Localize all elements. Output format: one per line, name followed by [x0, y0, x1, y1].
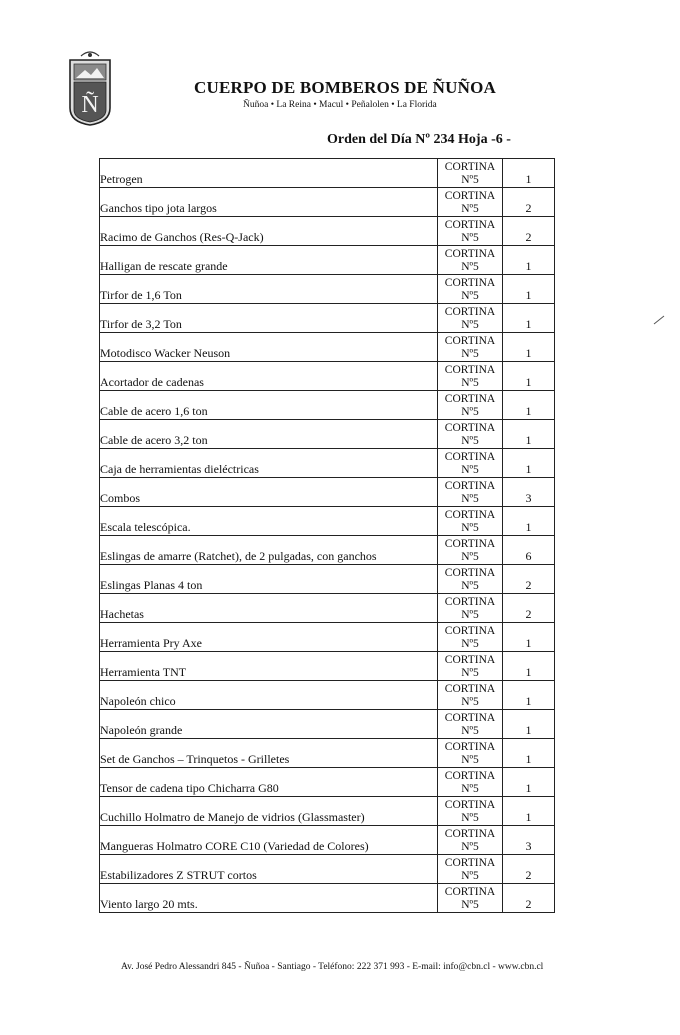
location-label: CORTINA: [444, 451, 496, 463]
location-number: Nº5: [461, 551, 479, 563]
location-cell: [438, 275, 503, 304]
item-quantity: 1: [503, 246, 555, 275]
location-number: Nº5: [461, 667, 479, 679]
item-quantity: 2: [503, 884, 555, 913]
location-cell: [438, 594, 503, 623]
item-name: Cable de acero 1,6 ton: [100, 391, 438, 420]
location-number: Nº5: [461, 870, 479, 882]
location-number: Nº5: [461, 290, 479, 302]
item-quantity: 6: [503, 536, 555, 565]
location-cell: [438, 681, 503, 710]
item-name: Escala telescópica.: [100, 507, 438, 536]
item-quantity: 1: [503, 739, 555, 768]
location-label: CORTINA: [444, 161, 496, 173]
location-number: Nº5: [461, 899, 479, 911]
item-name: Estabilizadores Z STRUT cortos: [100, 855, 438, 884]
table-row: [100, 884, 555, 913]
item-name: Herramienta TNT: [100, 652, 438, 681]
item-quantity: 1: [503, 507, 555, 536]
organization-communes: Ñuñoa • La Reina • Macul • Peñalolen • La Florida: [243, 100, 437, 110]
location-label: CORTINA: [444, 712, 496, 724]
item-name: Herramienta Pry Axe: [100, 623, 438, 652]
item-name: Eslingas Planas 4 ton: [100, 565, 438, 594]
location-label: CORTINA: [444, 828, 496, 840]
location-number: Nº5: [461, 406, 479, 418]
table-row: [100, 507, 555, 536]
table-row: [100, 217, 555, 246]
item-quantity: 2: [503, 855, 555, 884]
location-number: Nº5: [461, 464, 479, 476]
location-number: Nº5: [461, 261, 479, 273]
item-quantity: 1: [503, 449, 555, 478]
location-cell: [438, 478, 503, 507]
location-label: CORTINA: [444, 683, 496, 695]
location-cell: [438, 652, 503, 681]
location-cell: [438, 391, 503, 420]
item-quantity: 1: [503, 275, 555, 304]
location-label: CORTINA: [444, 741, 496, 753]
item-quantity: 1: [503, 304, 555, 333]
location-cell: [438, 188, 503, 217]
item-name: Tensor de cadena tipo Chicharra G80: [100, 768, 438, 797]
table-row: [100, 739, 555, 768]
location-number: Nº5: [461, 377, 479, 389]
item-quantity: 2: [503, 188, 555, 217]
location-label: CORTINA: [444, 480, 496, 492]
item-quantity: 1: [503, 681, 555, 710]
item-quantity: 1: [503, 710, 555, 739]
location-number: Nº5: [461, 348, 479, 360]
item-name: Acortador de cadenas: [100, 362, 438, 391]
item-name: Ganchos tipo jota largos: [100, 188, 438, 217]
location-number: Nº5: [461, 203, 479, 215]
table-row: [100, 188, 555, 217]
equipment-table: [99, 158, 555, 913]
item-name: Napoleón chico: [100, 681, 438, 710]
location-number: Nº5: [461, 783, 479, 795]
item-quantity: 1: [503, 391, 555, 420]
table-row: [100, 681, 555, 710]
item-quantity: 1: [503, 623, 555, 652]
item-quantity: 1: [503, 797, 555, 826]
item-name: Racimo de Ganchos (Res-Q-Jack): [100, 217, 438, 246]
location-label: CORTINA: [444, 886, 496, 898]
table-row: [100, 797, 555, 826]
table-row: [100, 768, 555, 797]
location-number: Nº5: [461, 812, 479, 824]
location-cell: [438, 565, 503, 594]
item-name: Viento largo 20 mts.: [100, 884, 438, 913]
table-row: [100, 391, 555, 420]
item-name: Motodisco Wacker Neuson: [100, 333, 438, 362]
location-cell: [438, 797, 503, 826]
location-label: CORTINA: [444, 422, 496, 434]
item-name: Eslingas de amarre (Ratchet), de 2 pulgadas, con ganchos: [100, 536, 438, 565]
location-number: Nº5: [461, 522, 479, 534]
table-row: [100, 855, 555, 884]
location-cell: [438, 246, 503, 275]
item-name: Caja de herramientas dieléctricas: [100, 449, 438, 478]
location-cell: [438, 855, 503, 884]
table-row: [100, 420, 555, 449]
location-cell: [438, 507, 503, 536]
location-number: Nº5: [461, 174, 479, 186]
location-label: CORTINA: [444, 770, 496, 782]
table-row: [100, 304, 555, 333]
item-name: Cuchillo Holmatro de Manejo de vidrios (Glassmaster): [100, 797, 438, 826]
item-quantity: 3: [503, 478, 555, 507]
table-row: [100, 565, 555, 594]
table-row: [100, 710, 555, 739]
location-label: CORTINA: [444, 306, 496, 318]
location-label: CORTINA: [444, 509, 496, 521]
location-cell: [438, 304, 503, 333]
location-label: CORTINA: [444, 654, 496, 666]
scan-mark: [652, 312, 666, 326]
location-cell: [438, 884, 503, 913]
location-cell: [438, 333, 503, 362]
table-row: [100, 536, 555, 565]
table-row: [100, 449, 555, 478]
table-row: [100, 826, 555, 855]
table-row: [100, 246, 555, 275]
item-name: Tirfor de 1,6 Ton: [100, 275, 438, 304]
location-cell: [438, 623, 503, 652]
location-label: CORTINA: [444, 625, 496, 637]
location-cell: [438, 420, 503, 449]
item-name: Napoleón grande: [100, 710, 438, 739]
location-number: Nº5: [461, 580, 479, 592]
item-quantity: 2: [503, 217, 555, 246]
location-number: Nº5: [461, 638, 479, 650]
location-number: Nº5: [461, 841, 479, 853]
table-row: [100, 362, 555, 391]
item-quantity: 3: [503, 826, 555, 855]
table-row: [100, 275, 555, 304]
location-label: CORTINA: [444, 248, 496, 260]
table-row: [100, 333, 555, 362]
location-label: CORTINA: [444, 190, 496, 202]
item-quantity: 1: [503, 159, 555, 188]
location-cell: [438, 768, 503, 797]
item-name: Petrogen: [100, 159, 438, 188]
fire-department-crest-icon: [67, 46, 113, 126]
location-label: CORTINA: [444, 538, 496, 550]
location-number: Nº5: [461, 696, 479, 708]
organization-name: CUERPO DE BOMBEROS DE ÑUÑOA: [194, 78, 496, 97]
location-label: CORTINA: [444, 799, 496, 811]
footer-address: Av. José Pedro Alessandri 845 - Ñuñoa - Santiago - Teléfono: 222 371 993 - E-mail: info@cbn.cl - www.cbn.cl: [121, 962, 544, 972]
item-quantity: 1: [503, 362, 555, 391]
table-row: [100, 652, 555, 681]
location-cell: [438, 449, 503, 478]
location-label: CORTINA: [444, 364, 496, 376]
svg-text:Ñ: Ñ: [81, 92, 99, 118]
location-cell: [438, 362, 503, 391]
item-name: Hachetas: [100, 594, 438, 623]
location-number: Nº5: [461, 725, 479, 737]
item-quantity: 2: [503, 594, 555, 623]
item-name: Mangueras Holmatro CORE C10 (Variedad de Colores): [100, 826, 438, 855]
item-quantity: 1: [503, 420, 555, 449]
location-label: CORTINA: [444, 277, 496, 289]
item-quantity: 1: [503, 333, 555, 362]
item-name: Tirfor de 3,2 Ton: [100, 304, 438, 333]
item-quantity: 1: [503, 652, 555, 681]
table-row: [100, 623, 555, 652]
location-label: CORTINA: [444, 335, 496, 347]
location-cell: [438, 159, 503, 188]
location-label: CORTINA: [444, 857, 496, 869]
location-number: Nº5: [461, 319, 479, 331]
location-number: Nº5: [461, 609, 479, 621]
item-name: Halligan de rescate grande: [100, 246, 438, 275]
table-row: [100, 478, 555, 507]
location-label: CORTINA: [444, 393, 496, 405]
location-cell: [438, 217, 503, 246]
location-label: CORTINA: [444, 596, 496, 608]
location-cell: [438, 739, 503, 768]
location-number: Nº5: [461, 493, 479, 505]
location-cell: [438, 826, 503, 855]
location-number: Nº5: [461, 435, 479, 447]
item-name: Set de Ganchos – Trinquetos - Grilletes: [100, 739, 438, 768]
item-name: Combos: [100, 478, 438, 507]
location-number: Nº5: [461, 754, 479, 766]
location-number: Nº5: [461, 232, 479, 244]
item-name: Cable de acero 3,2 ton: [100, 420, 438, 449]
location-cell: [438, 536, 503, 565]
location-cell: [438, 710, 503, 739]
order-of-day-label: Orden del Día Nº 234 Hoja -6 -: [327, 132, 511, 147]
item-quantity: 2: [503, 565, 555, 594]
location-label: CORTINA: [444, 219, 496, 231]
location-label: CORTINA: [444, 567, 496, 579]
table-row: [100, 594, 555, 623]
item-quantity: 1: [503, 768, 555, 797]
table-row: [100, 159, 555, 188]
